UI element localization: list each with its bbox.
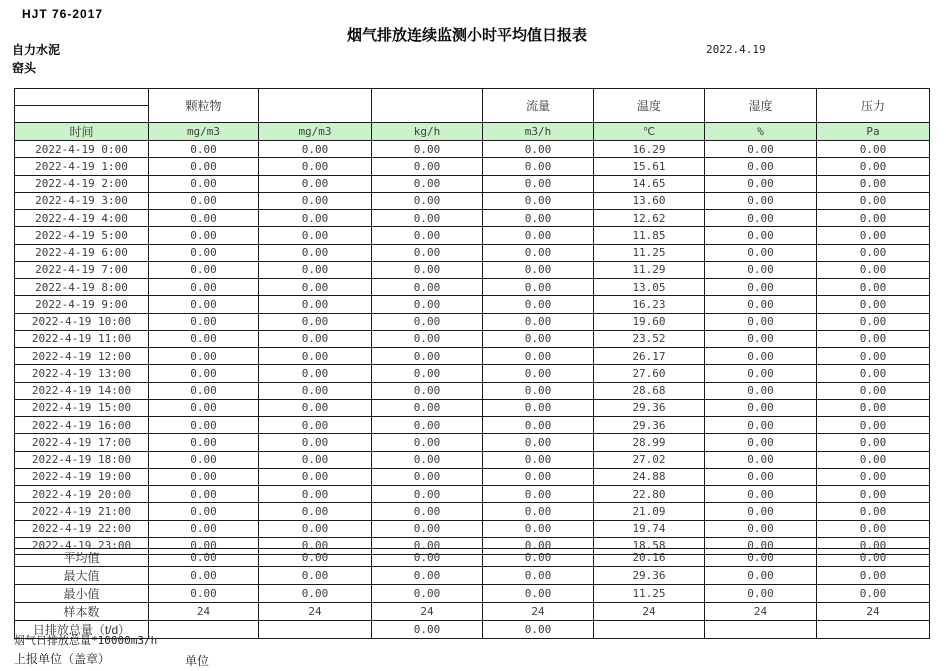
value-cell-5: 0.00: [705, 434, 817, 451]
value-cell-6: 0.00: [817, 434, 930, 451]
value-cell-3: 0.00: [483, 296, 594, 313]
value-cell-3: 0.00: [483, 399, 594, 416]
value-cell-0: 0.00: [149, 210, 259, 227]
summary-value-2: 0.00: [372, 585, 483, 603]
table-row: [15, 330, 930, 347]
col-header-pressure: 压力: [817, 89, 930, 123]
time-cell: 2022-4-19 2:00: [15, 175, 149, 192]
value-cell-5: 0.00: [705, 365, 817, 382]
summary-label: 最小值: [15, 585, 149, 603]
value-cell-0: 0.00: [149, 486, 259, 503]
summary-value-2: 24: [372, 603, 483, 621]
value-cell-4: 16.23: [594, 296, 705, 313]
value-cell-1: 0.00: [259, 141, 372, 158]
col-header-blank-2: [372, 89, 483, 123]
value-cell-5: 0.00: [705, 192, 817, 209]
page-title: 烟气排放连续监测小时平均值日报表: [347, 27, 588, 44]
value-cell-3: 0.00: [483, 348, 594, 365]
table-row: [15, 486, 930, 503]
value-cell-4: 15.61: [594, 158, 705, 175]
value-cell-5: 0.00: [705, 296, 817, 313]
summary-value-5: 0.00: [705, 585, 817, 603]
table-row: [15, 244, 930, 261]
summary-value-4: 24: [594, 603, 705, 621]
value-cell-3: 0.00: [483, 434, 594, 451]
time-cell: 2022-4-19 4:00: [15, 210, 149, 227]
value-cell-3: 0.00: [483, 227, 594, 244]
value-cell-4: 28.68: [594, 382, 705, 399]
value-cell-0: 0.00: [149, 365, 259, 382]
value-cell-6: 0.00: [817, 537, 930, 554]
value-cell-4: 21.09: [594, 503, 705, 520]
value-cell-0: 0.00: [149, 261, 259, 278]
table-row: [15, 158, 930, 175]
value-cell-4: 26.17: [594, 348, 705, 365]
value-cell-5: 0.00: [705, 175, 817, 192]
table-row: [15, 382, 930, 399]
summary-value-6: [817, 621, 930, 639]
summary-value-1: [259, 621, 372, 639]
value-cell-3: 0.00: [483, 365, 594, 382]
summary-value-5: 24: [705, 603, 817, 621]
value-cell-4: 27.60: [594, 365, 705, 382]
value-cell-5: 0.00: [705, 348, 817, 365]
company-name: 自力水泥: [12, 43, 61, 57]
value-cell-2: 0.00: [372, 296, 483, 313]
time-cell: 2022-4-19 16:00: [15, 417, 149, 434]
value-cell-0: 0.00: [149, 141, 259, 158]
value-cell-6: 0.00: [817, 296, 930, 313]
value-cell-5: 0.00: [705, 244, 817, 261]
summary-value-1: 0.00: [259, 585, 372, 603]
summary-value-6: 0.00: [817, 585, 930, 603]
value-cell-4: 13.60: [594, 192, 705, 209]
summary-row: [15, 549, 930, 567]
value-cell-0: 0.00: [149, 348, 259, 365]
unit-time: 时间: [15, 123, 149, 141]
value-cell-3: 0.00: [483, 279, 594, 296]
value-cell-1: 0.00: [259, 158, 372, 175]
value-cell-4: 29.36: [594, 399, 705, 416]
footer-reporting-unit-label: 上报单位（盖章）: [14, 652, 111, 666]
value-cell-2: 0.00: [372, 244, 483, 261]
value-cell-3: 0.00: [483, 175, 594, 192]
value-cell-6: 0.00: [817, 399, 930, 416]
value-cell-1: 0.00: [259, 192, 372, 209]
summary-value-2: 0.00: [372, 567, 483, 585]
time-cell: 2022-4-19 10:00: [15, 313, 149, 330]
value-cell-3: 0.00: [483, 451, 594, 468]
unit-mgm3-1: mg/m3: [149, 123, 259, 141]
summary-value-2: 0.00: [372, 549, 483, 567]
value-cell-2: 0.00: [372, 210, 483, 227]
summary-value-6: 0.00: [817, 549, 930, 567]
value-cell-1: 0.00: [259, 382, 372, 399]
value-cell-6: 0.00: [817, 417, 930, 434]
value-cell-6: 0.00: [817, 192, 930, 209]
value-cell-0: 0.00: [149, 520, 259, 537]
value-cell-0: 0.00: [149, 399, 259, 416]
table-row: [15, 141, 930, 158]
value-cell-1: 0.00: [259, 175, 372, 192]
monitoring-point-name: 窑头: [12, 61, 37, 75]
value-cell-6: 0.00: [817, 261, 930, 278]
unit-row: [15, 123, 930, 141]
value-cell-6: 0.00: [817, 382, 930, 399]
col-header-flow: 流量: [483, 89, 594, 123]
value-cell-3: 0.00: [483, 537, 594, 554]
summary-value-6: 24: [817, 603, 930, 621]
table-row: [15, 210, 930, 227]
summary-label: 平均值: [15, 549, 149, 567]
summary-value-3: 0.00: [483, 549, 594, 567]
value-cell-2: 0.00: [372, 434, 483, 451]
value-cell-6: 0.00: [817, 520, 930, 537]
value-cell-6: 0.00: [817, 330, 930, 347]
value-cell-3: 0.00: [483, 486, 594, 503]
value-cell-6: 0.00: [817, 210, 930, 227]
summary-value-0: 0.00: [149, 585, 259, 603]
time-cell: 2022-4-19 13:00: [15, 365, 149, 382]
summary-value-4: 20.16: [594, 549, 705, 567]
value-cell-2: 0.00: [372, 279, 483, 296]
value-cell-3: 0.00: [483, 244, 594, 261]
summary-label: 日排放总量（t/d）: [15, 621, 149, 639]
value-cell-5: 0.00: [705, 330, 817, 347]
value-cell-0: 0.00: [149, 175, 259, 192]
value-cell-0: 0.00: [149, 192, 259, 209]
value-cell-5: 0.00: [705, 468, 817, 485]
value-cell-3: 0.00: [483, 192, 594, 209]
time-cell: 2022-4-19 0:00: [15, 141, 149, 158]
value-cell-4: 13.05: [594, 279, 705, 296]
value-cell-3: 0.00: [483, 382, 594, 399]
value-cell-2: 0.00: [372, 451, 483, 468]
summary-row: [15, 567, 930, 585]
table-row: [15, 520, 930, 537]
header-blank-bottom: [15, 106, 149, 123]
value-cell-6: 0.00: [817, 158, 930, 175]
report-date: 2022.4.19: [706, 43, 766, 56]
value-cell-0: 0.00: [149, 227, 259, 244]
value-cell-2: 0.00: [372, 399, 483, 416]
time-cell: 2022-4-19 8:00: [15, 279, 149, 296]
value-cell-2: 0.00: [372, 348, 483, 365]
value-cell-6: 0.00: [817, 348, 930, 365]
value-cell-3: 0.00: [483, 158, 594, 175]
value-cell-1: 0.00: [259, 296, 372, 313]
value-cell-3: 0.00: [483, 520, 594, 537]
summary-value-3: 0.00: [483, 585, 594, 603]
value-cell-4: 16.29: [594, 141, 705, 158]
value-cell-6: 0.00: [817, 175, 930, 192]
doc-code: HJT 76-2017: [22, 7, 104, 21]
value-cell-0: 0.00: [149, 434, 259, 451]
table-row: [15, 192, 930, 209]
value-cell-0: 0.00: [149, 279, 259, 296]
value-cell-2: 0.00: [372, 261, 483, 278]
value-cell-5: 0.00: [705, 503, 817, 520]
summary-value-2: 0.00: [372, 621, 483, 639]
value-cell-2: 0.00: [372, 192, 483, 209]
value-cell-2: 0.00: [372, 503, 483, 520]
table-row: [15, 365, 930, 382]
value-cell-3: 0.00: [483, 261, 594, 278]
value-cell-4: 11.85: [594, 227, 705, 244]
col-header-blank-1: [259, 89, 372, 123]
table-row: [15, 261, 930, 278]
value-cell-4: 19.60: [594, 313, 705, 330]
time-cell: 2022-4-19 1:00: [15, 158, 149, 175]
value-cell-6: 0.00: [817, 468, 930, 485]
value-cell-1: 0.00: [259, 520, 372, 537]
table-row: [15, 417, 930, 434]
time-cell: 2022-4-19 5:00: [15, 227, 149, 244]
table-row: [15, 468, 930, 485]
summary-label: 样本数: [15, 603, 149, 621]
value-cell-1: 0.00: [259, 210, 372, 227]
value-cell-3: 0.00: [483, 468, 594, 485]
value-cell-1: 0.00: [259, 261, 372, 278]
time-cell: 2022-4-19 12:00: [15, 348, 149, 365]
value-cell-2: 0.00: [372, 141, 483, 158]
value-cell-5: 0.00: [705, 520, 817, 537]
value-cell-0: 0.00: [149, 451, 259, 468]
time-cell: 2022-4-19 20:00: [15, 486, 149, 503]
value-cell-2: 0.00: [372, 330, 483, 347]
value-cell-0: 0.00: [149, 296, 259, 313]
value-cell-1: 0.00: [259, 330, 372, 347]
summary-value-0: [149, 621, 259, 639]
summary-value-5: 0.00: [705, 567, 817, 585]
value-cell-4: 22.80: [594, 486, 705, 503]
value-cell-1: 0.00: [259, 365, 372, 382]
value-cell-6: 0.00: [817, 244, 930, 261]
time-cell: 2022-4-19 7:00: [15, 261, 149, 278]
value-cell-2: 0.00: [372, 417, 483, 434]
time-cell: 2022-4-19 3:00: [15, 192, 149, 209]
value-cell-2: 0.00: [372, 382, 483, 399]
summary-value-3: 0.00: [483, 567, 594, 585]
value-cell-5: 0.00: [705, 210, 817, 227]
summary-value-5: [705, 621, 817, 639]
value-cell-5: 0.00: [705, 279, 817, 296]
summary-row: [15, 603, 930, 621]
value-cell-6: 0.00: [817, 365, 930, 382]
table-row: [15, 434, 930, 451]
value-cell-3: 0.00: [483, 503, 594, 520]
value-cell-1: 0.00: [259, 227, 372, 244]
value-cell-1: 0.00: [259, 451, 372, 468]
value-cell-2: 0.00: [372, 158, 483, 175]
value-cell-1: 0.00: [259, 348, 372, 365]
value-cell-4: 24.88: [594, 468, 705, 485]
time-cell: 2022-4-19 15:00: [15, 399, 149, 416]
unit-celsius: ℃: [594, 123, 705, 141]
summary-value-4: [594, 621, 705, 639]
footer-total-emission-note: 烟气日排放总量*10000m3/h: [14, 634, 158, 647]
value-cell-3: 0.00: [483, 210, 594, 227]
group-header-row: [15, 89, 930, 106]
value-cell-0: 0.00: [149, 330, 259, 347]
value-cell-0: 0.00: [149, 417, 259, 434]
time-cell: 2022-4-19 14:00: [15, 382, 149, 399]
table-row: [15, 503, 930, 520]
value-cell-6: 0.00: [817, 503, 930, 520]
table-row: [15, 451, 930, 468]
footer-unit-label: 单位: [185, 654, 210, 668]
value-cell-0: 0.00: [149, 313, 259, 330]
unit-m3h: m3/h: [483, 123, 594, 141]
value-cell-0: 0.00: [149, 468, 259, 485]
value-cell-1: 0.00: [259, 279, 372, 296]
time-cell: 2022-4-19 23:00: [15, 537, 149, 554]
summary-table: [14, 548, 930, 639]
value-cell-5: 0.00: [705, 451, 817, 468]
value-cell-4: 11.29: [594, 261, 705, 278]
value-cell-1: 0.00: [259, 434, 372, 451]
value-cell-5: 0.00: [705, 486, 817, 503]
header-blank-top: [15, 89, 149, 106]
summary-value-1: 0.00: [259, 567, 372, 585]
value-cell-0: 0.00: [149, 382, 259, 399]
value-cell-1: 0.00: [259, 537, 372, 554]
value-cell-0: 0.00: [149, 503, 259, 520]
summary-value-3: 24: [483, 603, 594, 621]
value-cell-6: 0.00: [817, 141, 930, 158]
value-cell-5: 0.00: [705, 141, 817, 158]
table-row: [15, 313, 930, 330]
value-cell-4: 11.25: [594, 244, 705, 261]
time-cell: 2022-4-19 11:00: [15, 330, 149, 347]
value-cell-1: 0.00: [259, 486, 372, 503]
unit-percent: %: [705, 123, 817, 141]
time-cell: 2022-4-19 21:00: [15, 503, 149, 520]
value-cell-2: 0.00: [372, 537, 483, 554]
value-cell-4: 19.74: [594, 520, 705, 537]
value-cell-3: 0.00: [483, 417, 594, 434]
value-cell-2: 0.00: [372, 227, 483, 244]
unit-pa: Pa: [817, 123, 930, 141]
summary-row: [15, 585, 930, 603]
value-cell-5: 0.00: [705, 537, 817, 554]
col-header-temperature: 温度: [594, 89, 705, 123]
value-cell-4: 29.36: [594, 417, 705, 434]
unit-kgh: kg/h: [372, 123, 483, 141]
value-cell-1: 0.00: [259, 399, 372, 416]
value-cell-4: 23.52: [594, 330, 705, 347]
summary-value-1: 0.00: [259, 549, 372, 567]
col-header-particulate: 颗粒物: [149, 89, 259, 123]
value-cell-3: 0.00: [483, 330, 594, 347]
value-cell-3: 0.00: [483, 141, 594, 158]
value-cell-2: 0.00: [372, 468, 483, 485]
table-row: [15, 175, 930, 192]
unit-mgm3-2: mg/m3: [259, 123, 372, 141]
value-cell-2: 0.00: [372, 313, 483, 330]
value-cell-4: 14.65: [594, 175, 705, 192]
summary-value-1: 24: [259, 603, 372, 621]
table-row: [15, 399, 930, 416]
time-cell: 2022-4-19 22:00: [15, 520, 149, 537]
summary-value-0: 24: [149, 603, 259, 621]
value-cell-6: 0.00: [817, 486, 930, 503]
table-row: [15, 348, 930, 365]
col-header-humidity: 湿度: [705, 89, 817, 123]
time-cell: 2022-4-19 19:00: [15, 468, 149, 485]
value-cell-1: 0.00: [259, 503, 372, 520]
summary-label: 最大值: [15, 567, 149, 585]
time-cell: 2022-4-19 17:00: [15, 434, 149, 451]
table-row: [15, 279, 930, 296]
table-row: [15, 227, 930, 244]
value-cell-5: 0.00: [705, 158, 817, 175]
summary-value-5: 0.00: [705, 549, 817, 567]
value-cell-2: 0.00: [372, 365, 483, 382]
value-cell-5: 0.00: [705, 227, 817, 244]
report-table: [14, 88, 930, 567]
value-cell-0: 0.00: [149, 158, 259, 175]
summary-value-6: 0.00: [817, 567, 930, 585]
value-cell-0: 0.00: [149, 537, 259, 554]
summary-value-4: 11.25: [594, 585, 705, 603]
summary-value-4: 29.36: [594, 567, 705, 585]
value-cell-4: 27.02: [594, 451, 705, 468]
value-cell-1: 0.00: [259, 417, 372, 434]
value-cell-5: 0.00: [705, 399, 817, 416]
time-cell: 2022-4-19 6:00: [15, 244, 149, 261]
value-cell-1: 0.00: [259, 313, 372, 330]
value-cell-1: 0.00: [259, 468, 372, 485]
value-cell-6: 0.00: [817, 313, 930, 330]
summary-value-3: 0.00: [483, 621, 594, 639]
value-cell-6: 0.00: [817, 279, 930, 296]
value-cell-6: 0.00: [817, 451, 930, 468]
value-cell-4: 12.62: [594, 210, 705, 227]
value-cell-2: 0.00: [372, 486, 483, 503]
summary-value-0: 0.00: [149, 567, 259, 585]
summary-value-0: 0.00: [149, 549, 259, 567]
value-cell-6: 0.00: [817, 227, 930, 244]
value-cell-4: 18.58: [594, 537, 705, 554]
value-cell-5: 0.00: [705, 382, 817, 399]
time-cell: 2022-4-19 18:00: [15, 451, 149, 468]
value-cell-5: 0.00: [705, 261, 817, 278]
table-row: [15, 296, 930, 313]
value-cell-1: 0.00: [259, 244, 372, 261]
value-cell-0: 0.00: [149, 244, 259, 261]
value-cell-4: 28.99: [594, 434, 705, 451]
value-cell-2: 0.00: [372, 175, 483, 192]
value-cell-5: 0.00: [705, 313, 817, 330]
value-cell-2: 0.00: [372, 520, 483, 537]
time-cell: 2022-4-19 9:00: [15, 296, 149, 313]
value-cell-3: 0.00: [483, 313, 594, 330]
value-cell-5: 0.00: [705, 417, 817, 434]
